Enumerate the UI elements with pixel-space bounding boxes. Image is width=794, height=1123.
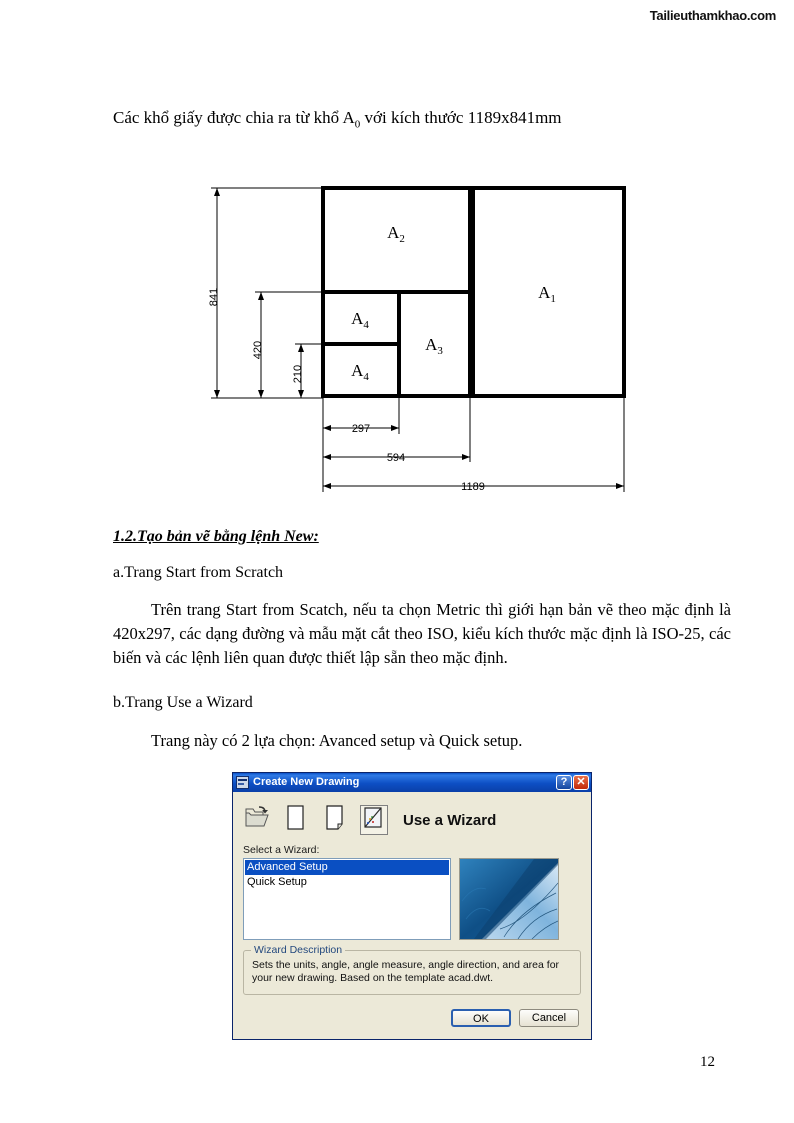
dialog-toolbar	[243, 800, 581, 840]
dim-1189: 1189	[461, 481, 485, 493]
subsection-b-title: b.Trang Use a Wizard	[113, 694, 253, 711]
wizard-preview-image	[459, 858, 559, 940]
list-item[interactable]: Advanced Setup	[245, 860, 449, 875]
close-icon[interactable]: ✕	[573, 775, 589, 790]
open-drawing-icon[interactable]	[243, 805, 271, 835]
intro-text-after: với kích thước 1189x841mm	[360, 108, 562, 127]
select-wizard-label: Select a Wizard:	[243, 844, 320, 856]
toolbar-active-label: Use a Wizard	[403, 811, 497, 829]
use-wizard-icon[interactable]	[360, 805, 388, 835]
wizard-listbox[interactable]	[243, 858, 451, 940]
intro-text-before: Các khổ giấy được chia ra từ khổ A	[113, 108, 355, 127]
intro-paragraph	[113, 108, 562, 130]
use-template-icon[interactable]	[321, 805, 349, 835]
page-number: 12	[700, 1054, 715, 1070]
intro-subscript: 0	[354, 118, 361, 131]
label-a4-top: $A_4$	[351, 309, 369, 331]
choice-line: Trang này có 2 lựa chọn: Avanced setup và Quick setup.	[151, 731, 523, 750]
dim-594: 594	[386, 452, 406, 464]
dim-841: 841	[208, 287, 220, 307]
label-a1: $A_1$	[538, 283, 556, 305]
body-paragraph: Trên trang Start from Scatch, nếu ta chọn Metric thì giới hạn bản vẽ theo mặc định là 420x297, các dạng đường và mẫu mặt cắt theo ISO, kiểu kích thước mặc định là ISO-25, các biến và các lệnh liên quan được thiết lập sẵn theo mặc định.	[113, 600, 731, 667]
site-watermark: Tailieuthamkhao.com	[649, 8, 776, 23]
application-icon	[236, 776, 249, 789]
wizard-description-text: Sets the units, angle, angle measure, angle direction, and area for your new drawing. Based on the template acad.dwt.	[252, 959, 560, 984]
label-a4-bottom: $A_4$	[351, 361, 369, 383]
dialog-title: Create New Drawing	[253, 776, 360, 788]
dim-297: 297	[351, 423, 371, 435]
dialog-body	[233, 792, 591, 1027]
ok-button[interactable]: OK	[451, 1009, 511, 1027]
list-item[interactable]: Quick Setup	[247, 876, 307, 888]
start-from-scratch-icon[interactable]	[282, 805, 310, 835]
paper-size-diagram	[195, 172, 635, 502]
subsection-a-title: a.Trang Start from Scratch	[113, 564, 284, 581]
section-heading: 1.2.Tạo bản vẽ bằng lệnh New:	[113, 528, 319, 545]
dim-210: 210	[292, 364, 304, 384]
wizard-description-group	[243, 944, 581, 995]
wizard-description-title: Wizard Description	[251, 944, 345, 956]
dim-420: 420	[252, 340, 264, 360]
wizard-selection-row	[243, 858, 581, 940]
create-new-drawing-dialog	[232, 772, 592, 1040]
label-a3: $A_3$	[425, 335, 443, 357]
dialog-button-row	[243, 1009, 581, 1027]
dialog-titlebar[interactable]	[233, 773, 591, 792]
cancel-button[interactable]: Cancel	[519, 1009, 579, 1027]
label-a2: $A_2$	[387, 223, 405, 245]
help-icon[interactable]: ?	[556, 775, 572, 790]
